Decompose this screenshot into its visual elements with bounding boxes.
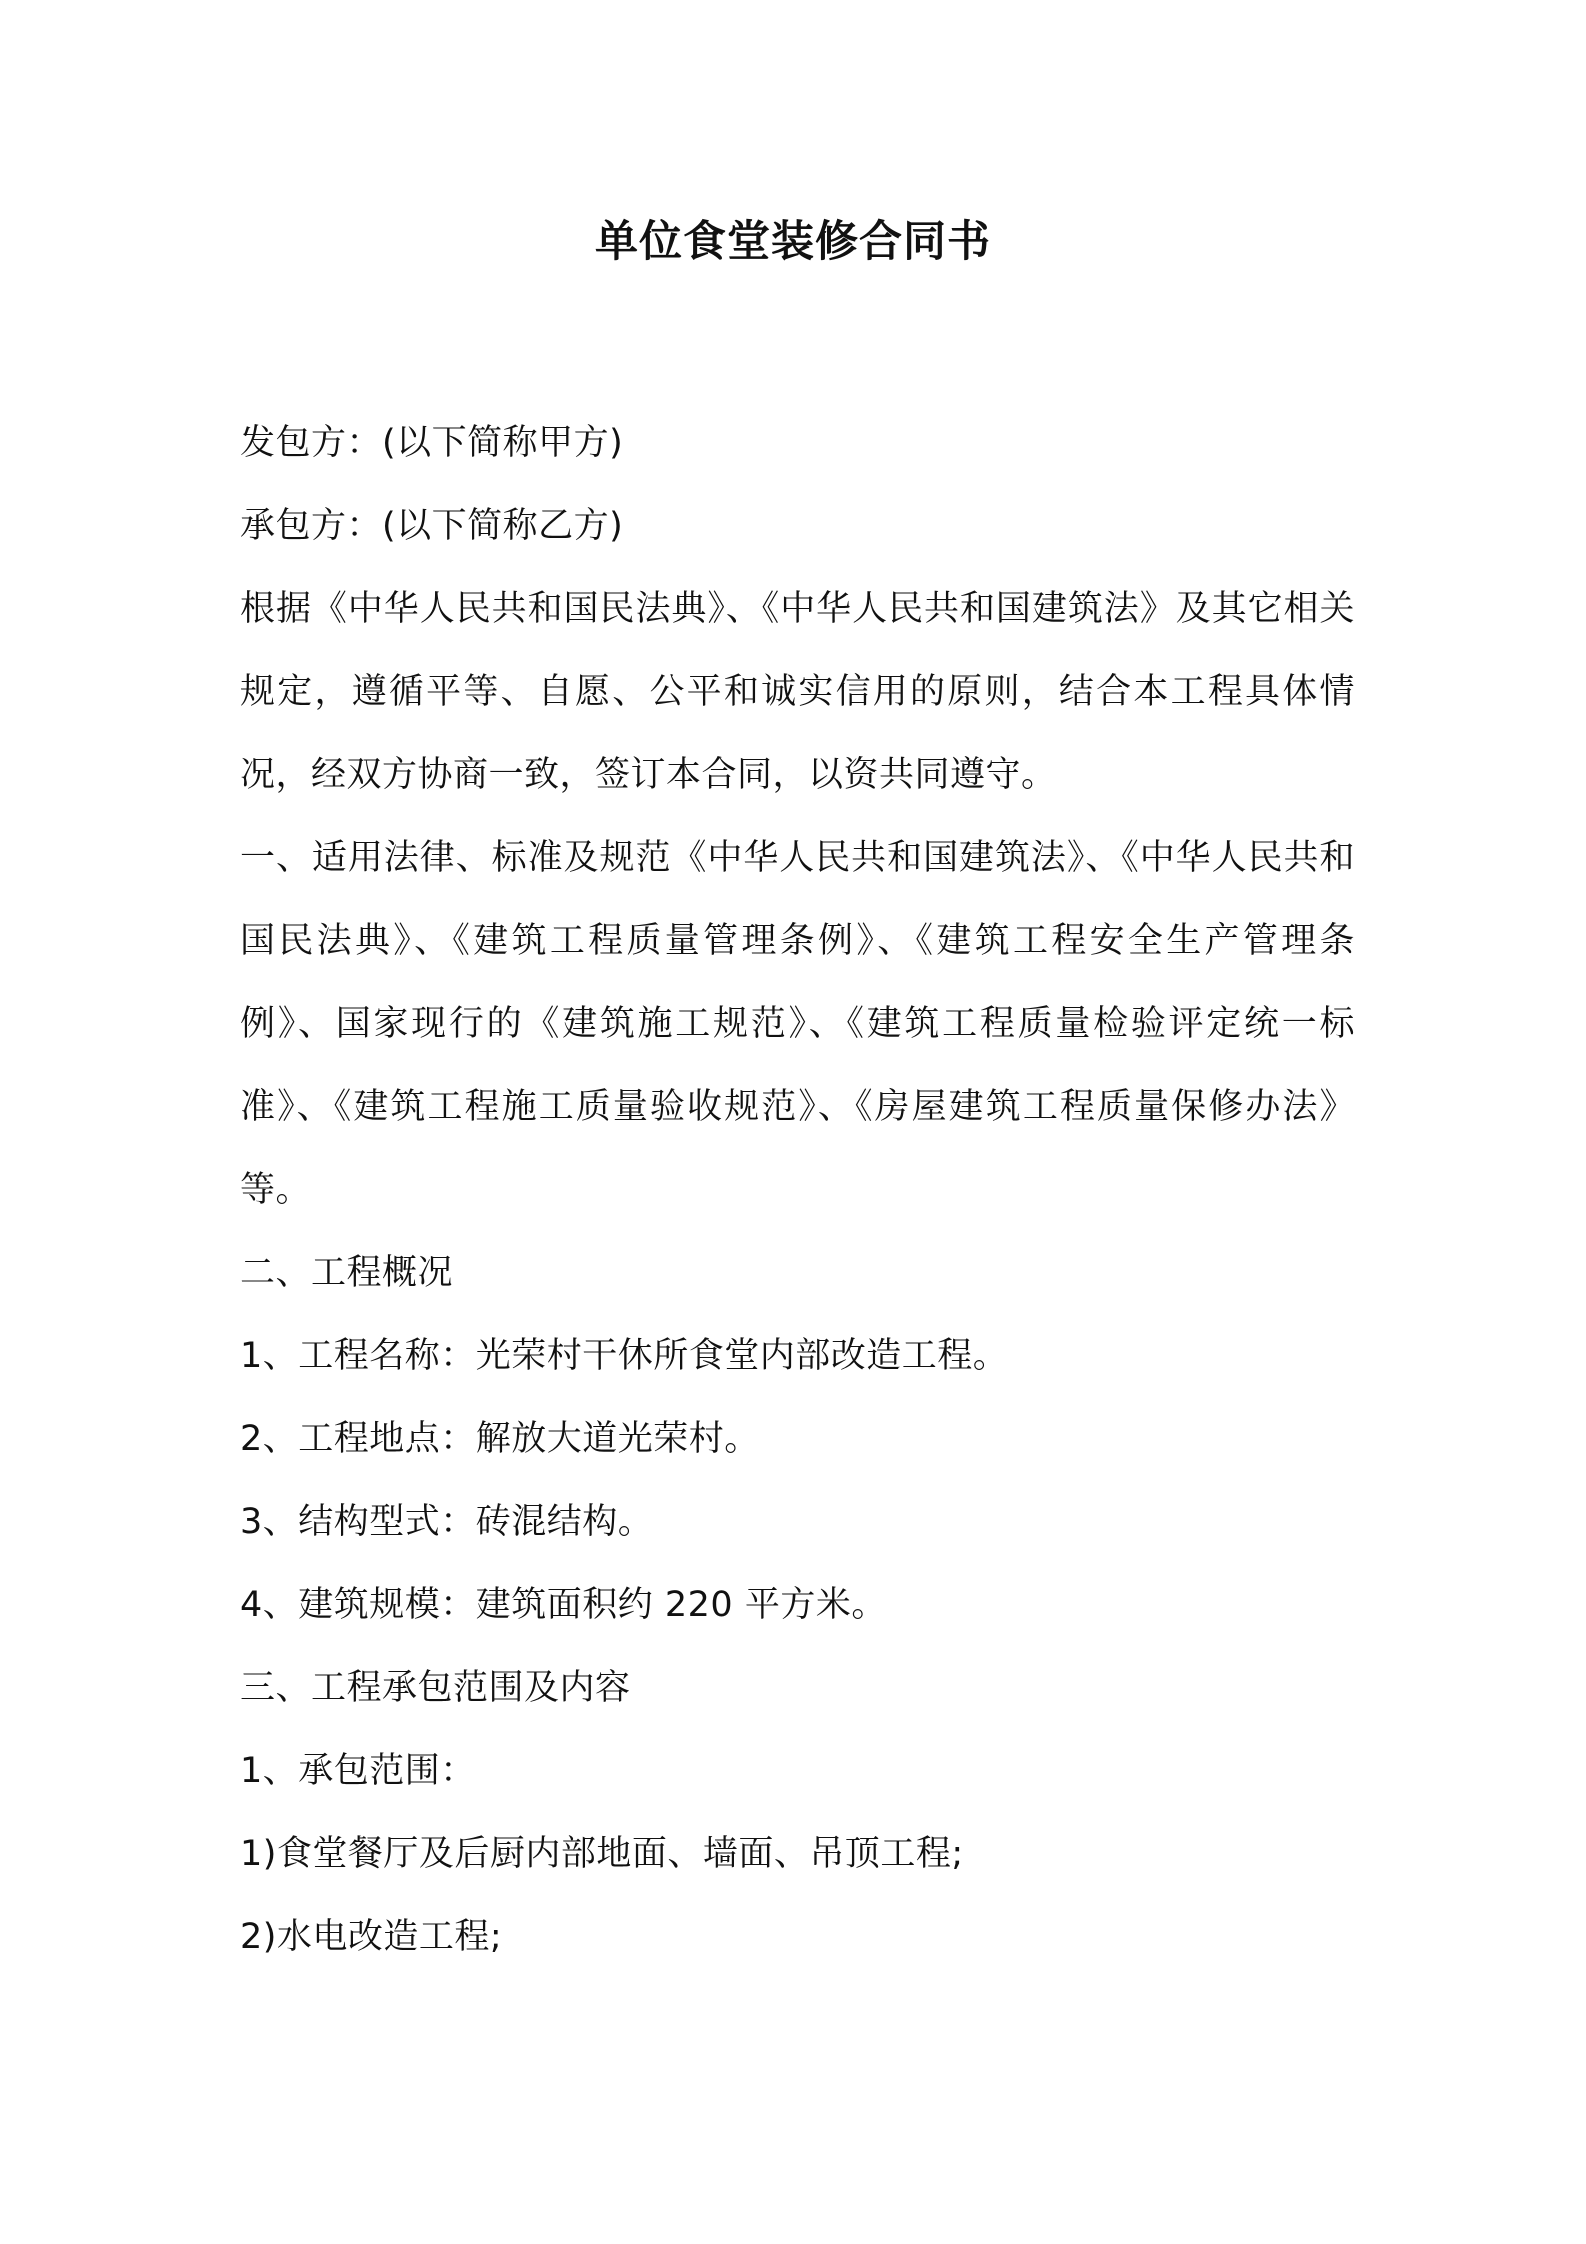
project-location-line: 2、工程地点：解放大道光荣村。 [240, 1419, 760, 1459]
scope-item-2: 2)水电改造工程; [240, 1917, 503, 1957]
scope-heading: 1、承包范围： [240, 1751, 476, 1791]
document-title: 单位食堂装修合同书 [595, 217, 991, 267]
party-a-line: 发包方：(以下简称甲方) [240, 423, 624, 463]
project-name-line: 1、工程名称：光荣村干休所食堂内部改造工程。 [240, 1336, 1009, 1376]
preamble-paragraph: 根据《中华人民共和国民法典》、《中华人民共和国建筑法》及其它相关规定，遵循平等、自愿、公平和诚实信用的原则，结合本工程具体情况，经双方协商一致，签订本合同，以资共同遵守。 [240, 589, 1355, 795]
party-b-line: 承包方：(以下简称乙方) [240, 506, 624, 546]
section-1-laws-paragraph: 一、适用法律、标准及规范《中华人民共和国建筑法》、《中华人民共和国民法典》、《建筑工程质量管理条例》、《建筑工程安全生产管理条例》、国家现行的《建筑施工规范》、《建筑工程质量检验评定统一标准》、《建筑工程施工质量验收规范》、《房屋建筑工程质量保修办法》等。 [240, 838, 1355, 1210]
section-3-heading: 三、工程承包范围及内容 [240, 1668, 631, 1708]
section-2-heading: 二、工程概况 [240, 1253, 454, 1293]
document-body [240, 402, 1355, 1979]
scope-item-1: 1)食堂餐厅及后厨内部地面、墙面、吊顶工程; [240, 1834, 964, 1874]
structure-type-line: 3、结构型式：砖混结构。 [240, 1502, 654, 1542]
building-scale-line: 4、建筑规模：建筑面积约 220 平方米。 [240, 1585, 887, 1625]
